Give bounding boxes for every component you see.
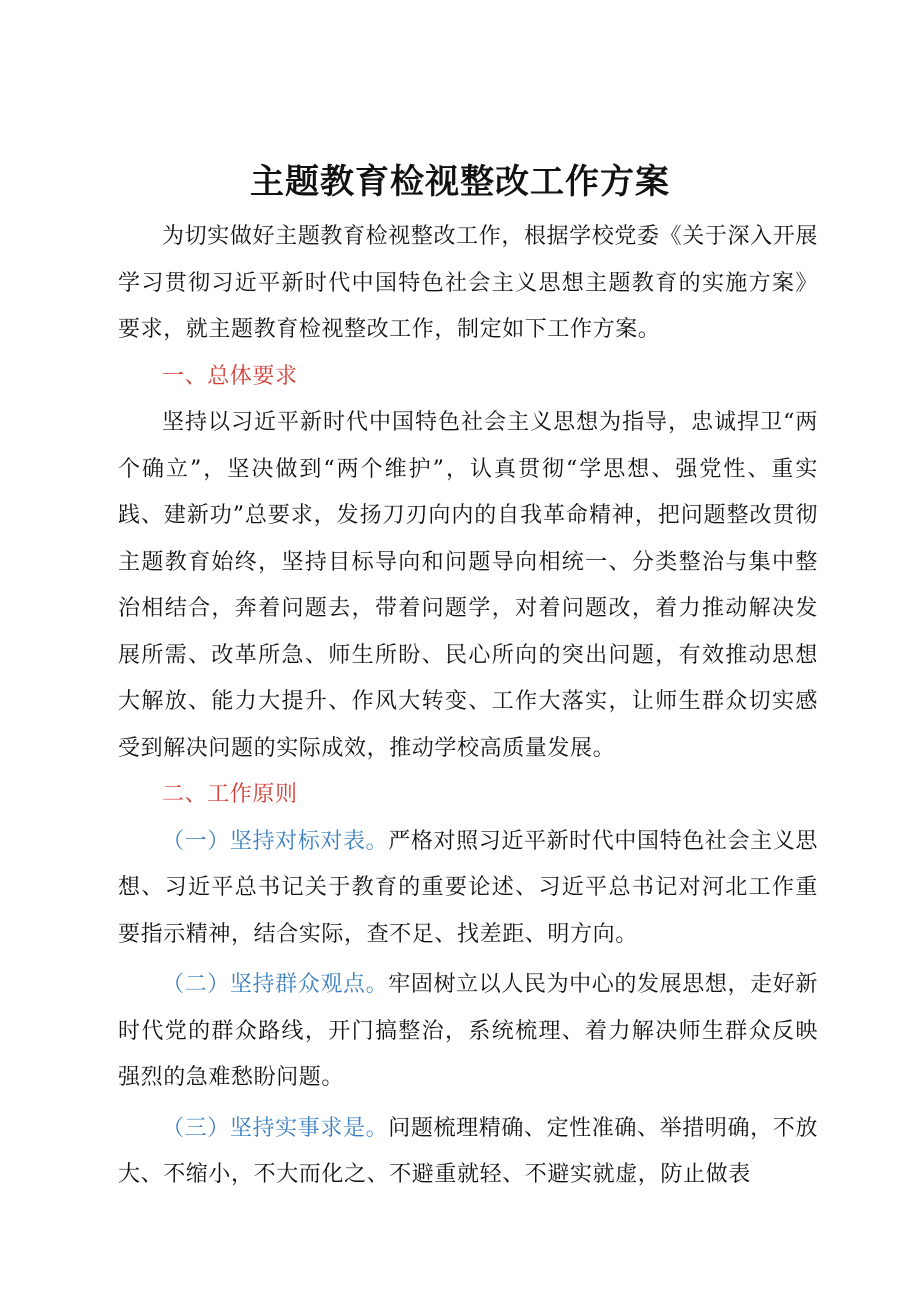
general-requirements-paragraph: 坚持以习近平新时代中国特色社会主义思想为指导，忠诚捍卫“两个确立”，坚决做到“两个维护”，认真贯彻“学思想、强党性、重实践、建新功”总要求，发扬刀刃向内的自我革命精神，把问题整改贯彻主题教育始终，坚持目标导向和问题导向相统一、分类整治与集中整治相结合，奔着问题去，带着问题学，对着问题改，着力推动解决发展所需、改革所急、师生所盼、民心所向的突出问题，有效推动思想大解放、能力大提升、作风大转变、工作大落实，让师生群众切实感受到解决问题的实际成效，推动学校高质量发展。 [118,410,818,761]
principle-paragraph-1 [118,819,818,959]
intro-paragraph: 为切实做好主题教育检视整改工作，根据学校党委《关于深入开展学习贯彻习近平新时代中国特色社会主义思想主题教育的实施方案》要求，就主题教育检视整改工作，制定如下工作方案。 [118,224,818,342]
principle-body-1: 严格对照习近平新时代中国特色社会主义思想、习近平总书记关于教育的重要论述、习近平总书记对河北工作重要指示精神，结合实际，查不足、找差距、明方向。 [118,828,818,947]
document-title: 主题教育检视整改工作方案 [250,162,670,202]
principle-body-3: 问题梳理精确、定性准确、举措明确，不放大、不缩小，不大而化之、不避重就轻、不避实就虚，防止做表 [118,1115,818,1187]
principle-lead-2: （二）坚持群众观点。 [162,972,389,997]
principle-body-2: 牢固树立以人民为中心的发展思想，走好新时代党的群众路线，开门搞整治，系统梳理、着力解决师生群众反映强烈的急难愁盼问题。 [118,972,818,1090]
principle-paragraph-3 [118,1106,818,1199]
section-heading-work-principles: 二、工作原则 [162,782,298,807]
principle-paragraph-2 [118,962,818,1102]
document-body [118,214,818,1199]
section-heading-general-requirements: 一、总体要求 [162,363,298,389]
principle-lead-3: （三）坚持实事求是。 [162,1115,389,1141]
principle-lead-1: （一）坚持对标对表。 [162,828,389,854]
